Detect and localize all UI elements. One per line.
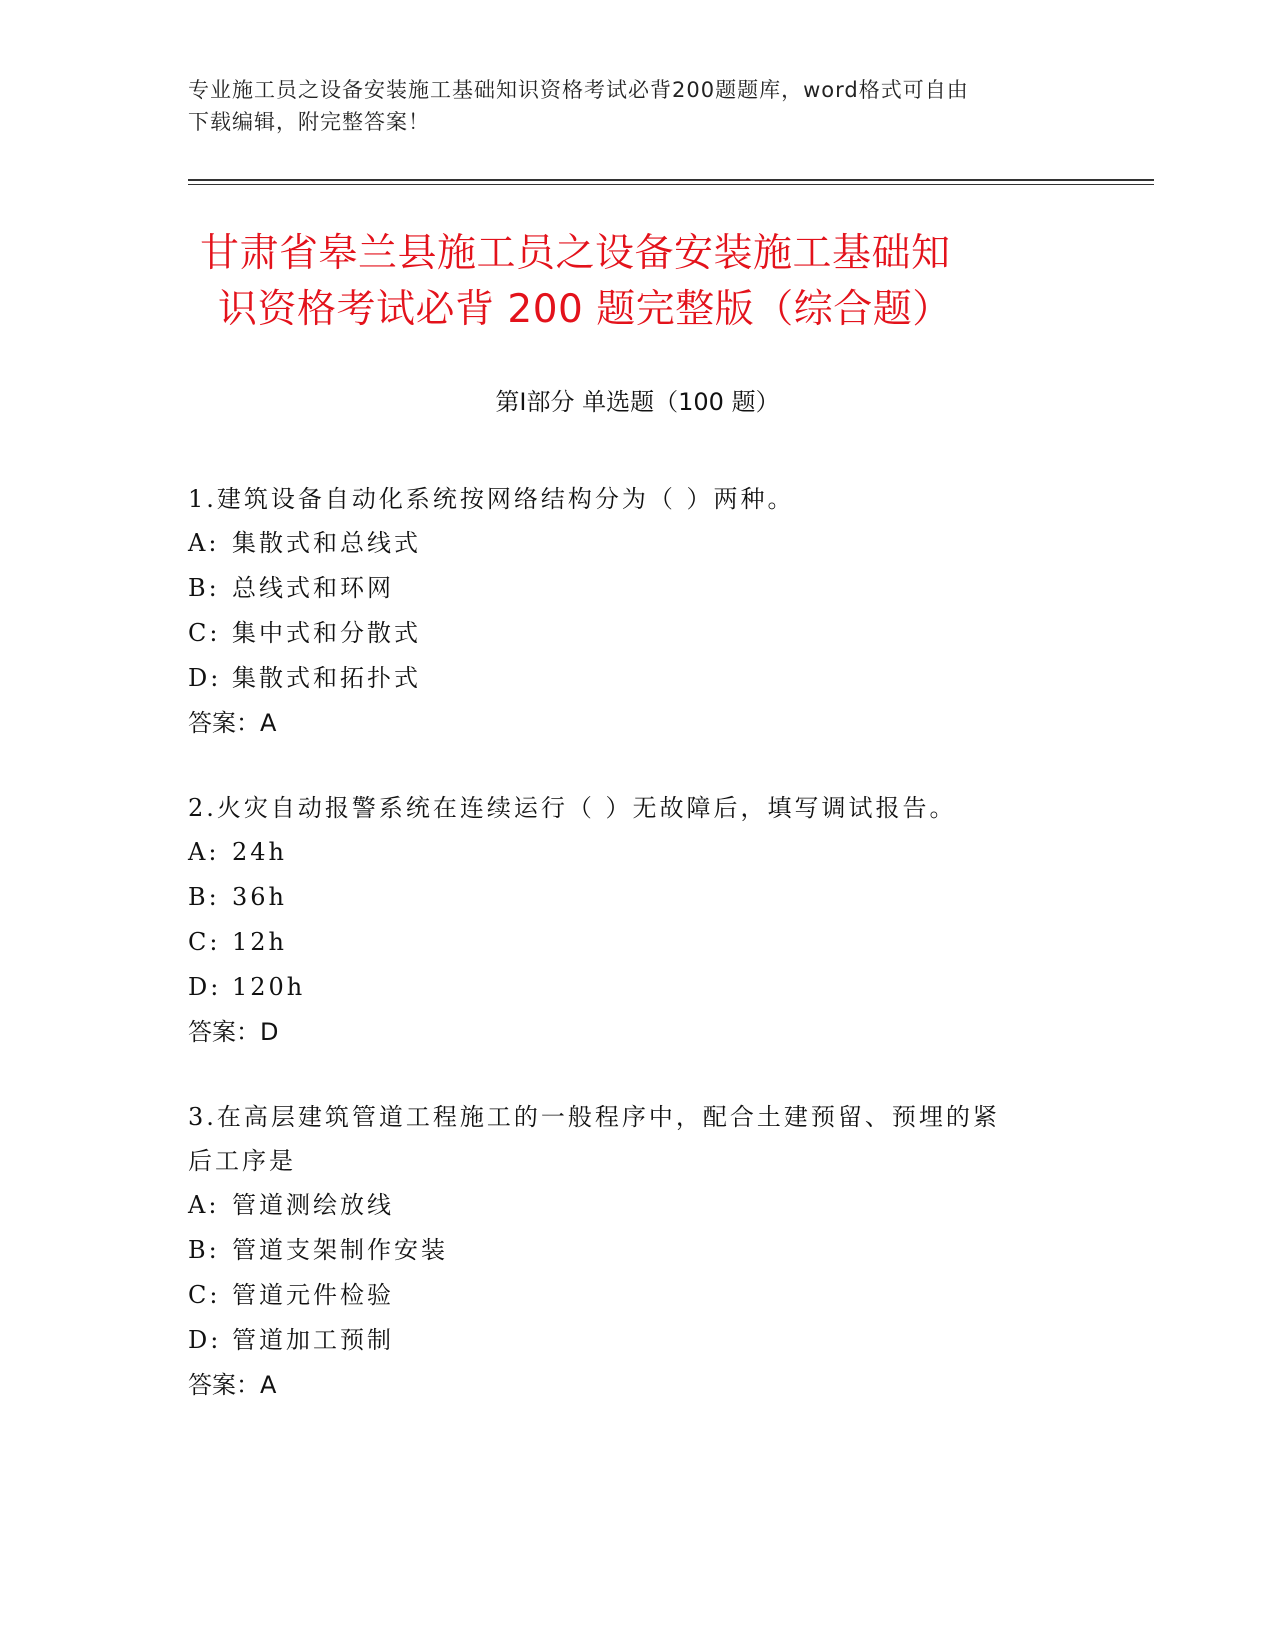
document-title-line-2: 识资格考试必背 200 题完整版（综合题） xyxy=(218,287,952,332)
question-stem xyxy=(188,1095,1088,1183)
answer-line: 答案：D xyxy=(188,1018,279,1046)
question-stem-line: 后工序是 xyxy=(188,1147,296,1175)
option-text: 管道支架制作安装 xyxy=(232,1236,448,1264)
option-b xyxy=(188,1228,1088,1273)
option-c xyxy=(188,1273,1088,1318)
question-stem xyxy=(188,786,1088,830)
question-spacer xyxy=(188,1055,1088,1095)
option-d xyxy=(188,1318,1088,1363)
option-a xyxy=(188,1183,1088,1228)
option-letter: D: xyxy=(188,1326,222,1354)
option-text: 12h xyxy=(232,928,287,956)
question-stem-line: 1.建筑设备自动化系统按网络结构分为（ ）两种。 xyxy=(188,485,795,513)
option-b xyxy=(188,875,1088,920)
question-spacer xyxy=(188,746,1088,786)
answer-line: 答案：A xyxy=(188,1371,277,1399)
header-line-2: 下载编辑，附完整答案！ xyxy=(188,110,430,134)
header-line-1: 专业施工员之设备安装施工基础知识资格考试必背200题题库，word格式可自由 xyxy=(188,78,969,102)
option-text: 24h xyxy=(232,838,287,866)
question-stem-line: 3.在高层建筑管道工程施工的一般程序中，配合土建预留、预埋的紧 xyxy=(188,1103,1000,1131)
option-letter: D: xyxy=(188,973,222,1001)
option-text: 120h xyxy=(232,973,306,1001)
option-text: 36h xyxy=(232,883,287,911)
option-d xyxy=(188,965,1088,1010)
header-divider-thin xyxy=(188,184,1154,185)
option-text: 集散式和拓扑式 xyxy=(232,664,421,692)
option-c xyxy=(188,611,1088,656)
answer-line: 答案：A xyxy=(188,709,277,737)
section-title: 第Ⅰ部分 单选题（100 题） xyxy=(495,388,780,416)
option-letter: C: xyxy=(188,619,221,647)
document-title xyxy=(200,226,1080,338)
option-letter: B: xyxy=(188,1236,220,1264)
option-text: 管道加工预制 xyxy=(232,1326,394,1354)
option-text: 管道元件检验 xyxy=(232,1281,394,1309)
document-title-line-1: 甘肃省皋兰县施工员之设备安装施工基础知 xyxy=(200,231,951,276)
option-letter: A: xyxy=(188,1191,220,1219)
option-text: 管道测绘放线 xyxy=(232,1191,394,1219)
option-letter: A: xyxy=(188,529,220,557)
option-text: 总线式和环网 xyxy=(232,574,394,602)
question-1 xyxy=(188,477,1088,746)
question-stem-line: 2.火灾自动报警系统在连续运行（ ）无故障后，填写调试报告。 xyxy=(188,794,957,822)
document-header xyxy=(188,74,1068,138)
header-divider-thick xyxy=(188,179,1154,181)
option-letter: A: xyxy=(188,838,220,866)
option-d xyxy=(188,656,1088,701)
option-c xyxy=(188,920,1088,965)
option-letter: C: xyxy=(188,1281,221,1309)
option-text: 集中式和分散式 xyxy=(232,619,421,647)
option-text: 集散式和总线式 xyxy=(232,529,421,557)
option-letter: B: xyxy=(188,574,220,602)
question-list xyxy=(188,477,1088,1408)
question-2 xyxy=(188,786,1088,1055)
option-letter: C: xyxy=(188,928,221,956)
option-a xyxy=(188,830,1088,875)
question-3 xyxy=(188,1095,1088,1408)
option-letter: D: xyxy=(188,664,222,692)
option-b xyxy=(188,566,1088,611)
question-stem xyxy=(188,477,1088,521)
option-letter: B: xyxy=(188,883,220,911)
option-a xyxy=(188,521,1088,566)
